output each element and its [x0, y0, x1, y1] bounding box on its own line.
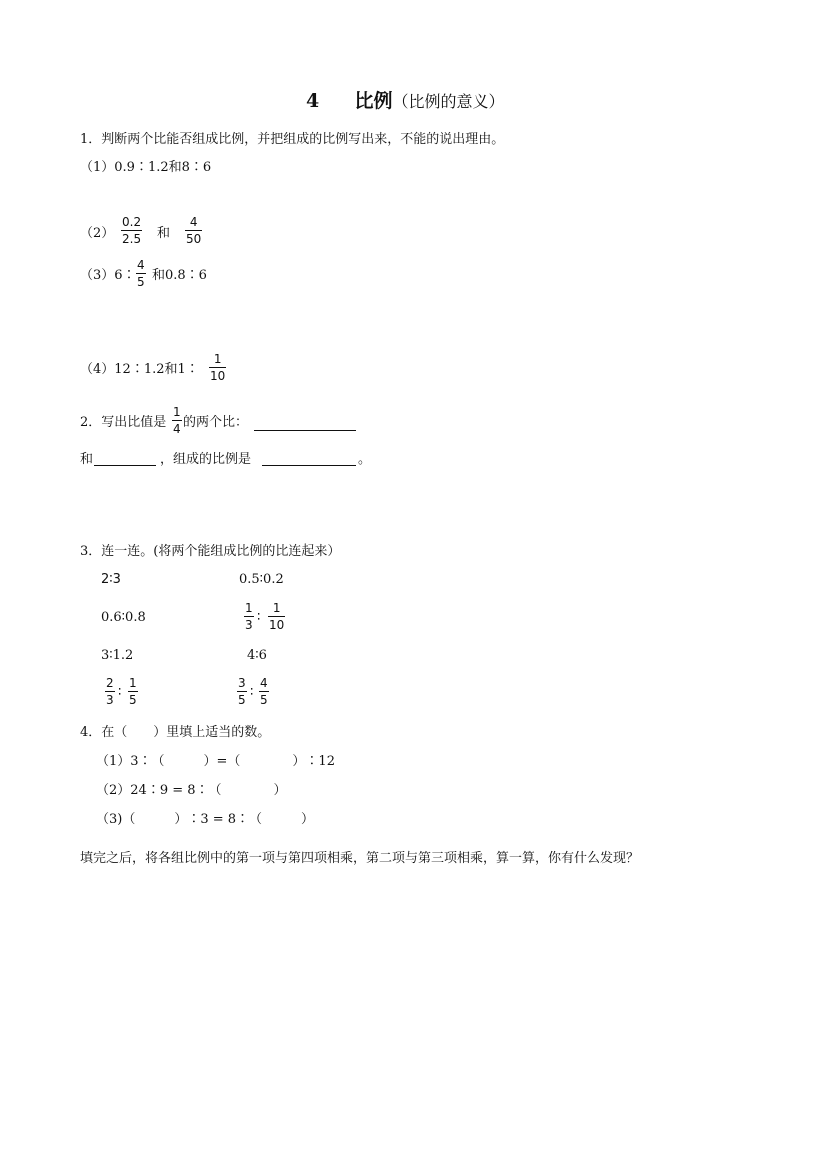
title-number: 4 — [306, 90, 320, 112]
q3-right-1: 0.5∶0.2 — [239, 572, 284, 587]
q2-end: 。 — [358, 452, 372, 467]
fraction: 1 3 — [245, 601, 253, 632]
page-title — [306, 92, 505, 111]
q4-part3: （3)（ ）∶3 = 8∶（ ） — [96, 812, 315, 827]
ratio-colon: ∶ — [257, 610, 261, 625]
title-main: 比例 — [354, 90, 393, 112]
q1-part3-label: （3）6∶ — [80, 268, 136, 283]
q1-part2-and: 和 — [157, 226, 171, 241]
answer-blank[interactable] — [262, 465, 356, 466]
fraction: 2 3 — [106, 676, 114, 707]
q1-prompt: 1．判断两个比能否组成比例，并把组成的比例写出来，不能的说出理由。 — [80, 132, 505, 147]
fraction: 4 50 — [186, 215, 202, 246]
q4-prompt: 4．在（ ）里填上适当的数。 — [80, 725, 271, 740]
title-sub: （比例的意义） — [392, 92, 505, 111]
q1-part3-tail: 和0.8∶6 — [152, 268, 207, 283]
fraction: 4 5 — [260, 676, 268, 707]
q3-prompt: 3．连一连。(将两个能组成比例的比连起来） — [80, 544, 341, 559]
fraction: 1 10 — [269, 601, 285, 632]
q2-suffix: 的两个比： — [183, 415, 249, 430]
fraction: 3 5 — [238, 676, 246, 707]
q3-left-2: 0.6∶0.8 — [101, 610, 146, 625]
ratio-colon: ∶ — [250, 685, 254, 700]
q3-right-3: 4∶6 — [247, 648, 267, 663]
q2-and: 和 — [80, 452, 94, 467]
fraction: 0.2 2.5 — [122, 215, 142, 246]
fraction: 1 5 — [129, 676, 137, 707]
q1-part2-label: （2） — [80, 226, 115, 241]
q3-left-1: 2∶3 — [101, 572, 121, 587]
q3-left-3: 3∶1.2 — [101, 648, 134, 663]
q2-prefix: 2．写出比值是 — [80, 415, 167, 430]
q1-part4-label: （4）12∶1.2和1∶ — [80, 362, 199, 377]
q4-note: 填完之后，将各组比例中的第一项与第四项相乘，第二项与第三项相乘，算一算，你有什么发现？ — [80, 851, 640, 866]
ratio-colon: ∶ — [118, 685, 122, 700]
fraction: 4 5 — [137, 258, 145, 289]
fraction: 1 4 — [173, 405, 181, 436]
q4-part1: （1）3∶（ ）=（ ）∶12 — [96, 754, 335, 769]
answer-blank[interactable] — [254, 430, 356, 431]
q4-part2: （2）24∶9 = 8∶（ ） — [96, 783, 287, 798]
answer-blank[interactable] — [94, 465, 156, 466]
q1-part1: （1）0.9∶1.2和8∶6 — [80, 160, 212, 175]
q2-mid: ，组成的比例是 — [160, 452, 252, 467]
fraction: 1 10 — [210, 352, 226, 383]
